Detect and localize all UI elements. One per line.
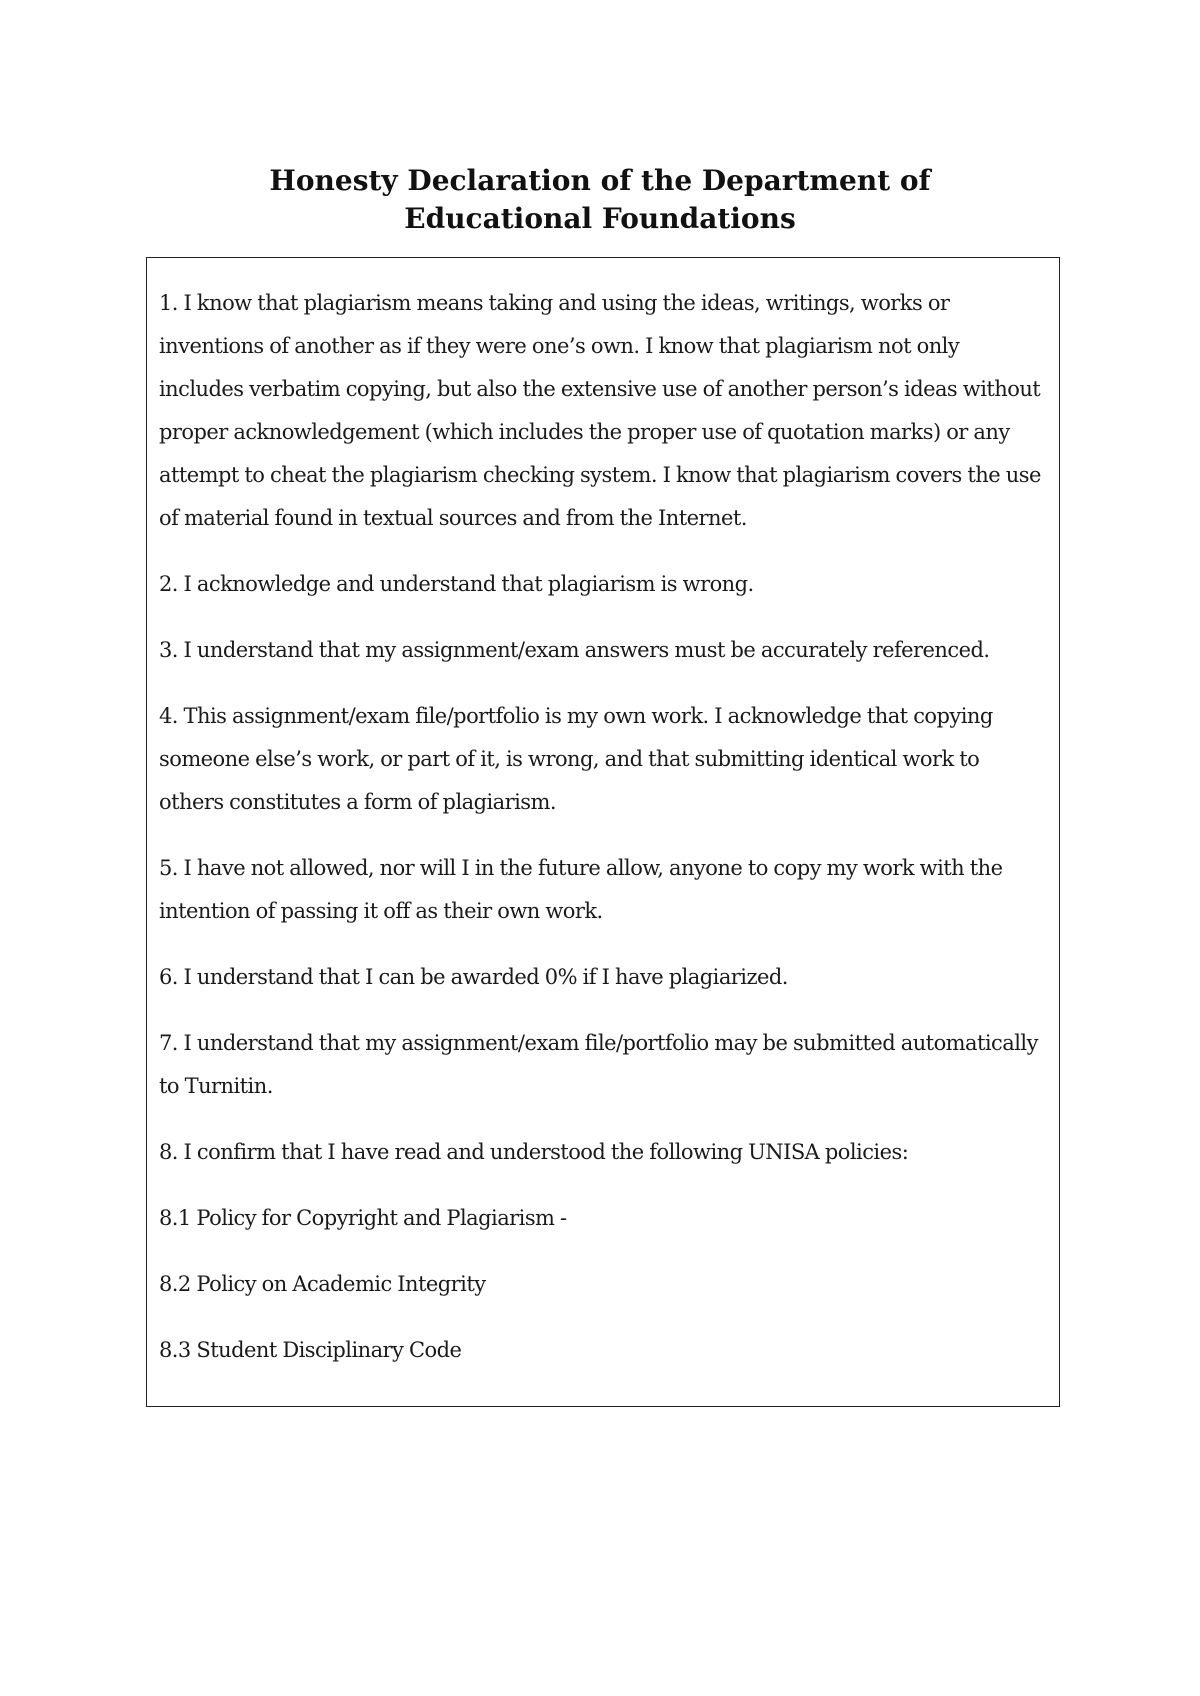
declaration-item-5: 5. I have not allowed, nor will I in the future allow, anyone to copy my work with the intention of passing it off as their own work. — [159, 856, 1003, 923]
declaration-item-6: 6. I understand that I can be awarded 0% if I have plagiarized. — [159, 965, 788, 989]
declaration-item-7: 7. I understand that my assignment/exam file/portfolio may be submitted automatically to Turnitin. — [159, 1031, 1038, 1098]
declaration-item-4: 4. This assignment/exam file/portfolio is my own work. I acknowledge that copying someone else’s work, or part of it, is wrong, and that submitting identical work to others constitutes a form of plagiarism. — [159, 704, 993, 814]
document-title: Honesty Declaration of the Department of Educational Foundations — [269, 164, 931, 235]
declaration-item-1: 1. I know that plagiarism means taking and using the ideas, writings, works or inventions of another as if they were one’s own. I know that plagiarism not only includes verbatim copying, but also the extensive use of another person’s ideas without proper acknowledgement (which includes the proper use of quotation marks) or any attempt to cheat the plagiarism checking system. I know that plagiarism covers the use of material found in textual sources and from the Internet. — [159, 291, 1041, 530]
declaration-item-8: 8. I confirm that I have read and understood the following UNISA policies: — [159, 1140, 909, 1164]
declaration-item-2: 2. I acknowledge and understand that plagiarism is wrong. — [159, 572, 754, 596]
declaration-item-3: 3. I understand that my assignment/exam answers must be accurately referenced. — [159, 638, 990, 662]
declaration-box — [146, 257, 1060, 1407]
policy-item-8-1: 8.1 Policy for Copyright and Plagiarism - — [159, 1206, 567, 1230]
policy-item-8-3: 8.3 Student Disciplinary Code — [159, 1338, 462, 1362]
policy-item-8-2: 8.2 Policy on Academic Integrity — [159, 1272, 486, 1296]
